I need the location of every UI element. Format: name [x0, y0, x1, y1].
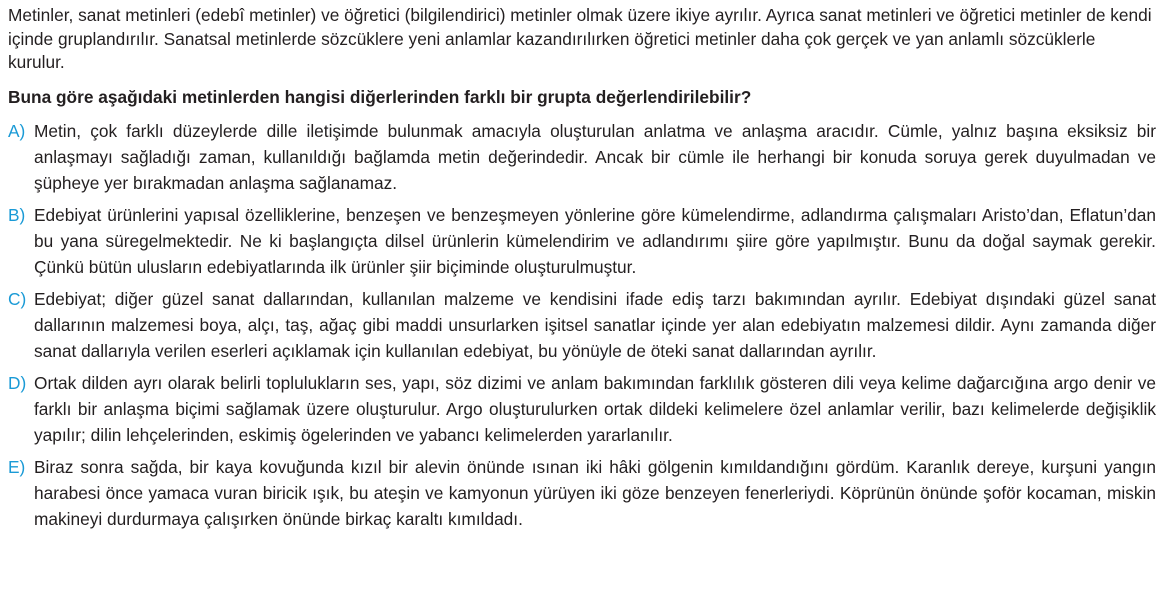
option-a[interactable]	[8, 118, 1156, 196]
option-d[interactable]	[8, 370, 1156, 448]
option-text: Metin, çok farklı düzeylerde dille iletişimde bulunmak amacıyla oluşturulan anlatma ve anlaşma aracıdır. Cümle, yalnız başına eksiksiz bir anlaşmayı sağladığı zaman, kullanıldığı bağlamda metin değerindedir. Ancak bir cümle ile herhangi bir konuda soruya gerek duyulmadan ve şüpheye yer bırakmadan anlaşma sağlanamaz.	[34, 121, 1156, 193]
option-text: Edebiyat; diğer güzel sanat dallarından, kullanılan malzeme ve kendisini ifade ediş tarzı bakımından ayrılır. Edebiyat dışındaki güzel sanat dallarının malzemesi boya, alçı, taş, ağaç gibi maddi unsurlarken işitsel sanatlar içinde yer alan edebiyatın malzemesi dildir. Aynı zamanda diğer sanat dallarıyla verilen eserleri açıklamak için kullanılan edebiyat, bu yönüyle de öteki sanat dallarından ayrılır.	[34, 289, 1156, 361]
option-text: Ortak dilden ayrı olarak belirli toplulukların ses, yapı, söz dizimi ve anlam bakımından farklılık gösteren dili veya kelime dağarcığına argo denir ve farklı bir anlaşma biçimi sağlamak üzere oluşturulur. Argo oluşturulurken ortak dildeki kelimelere özel anlamlar verilir, bazı kelimelerde değişiklik yapılır; dilin lehçelerinden, eskimiş ögelerinden ve yabancı kelimelerden yararlanılır.	[34, 373, 1156, 445]
option-b[interactable]	[8, 202, 1156, 280]
option-letter: D)	[8, 373, 27, 393]
option-e[interactable]	[8, 454, 1156, 532]
option-c[interactable]	[8, 286, 1156, 364]
option-text: Biraz sonra sağda, bir kaya kovuğunda kızıl bir alevin önünde ısınan iki hâki gölgenin kımıldandığını gördüm. Karanlık dereye, kurşuni yangın harabesi önce yamaca vuran biricik ışık, bu ateşin ve kamyonun yürüyen iki göze benzeyen fenerleriydi. Köprünün önünde şoför kocaman, miskin makineyi durdurmaya çalışırken önünde birkaç karaltı kımıldadı.	[34, 457, 1156, 529]
intro-paragraph: Metinler, sanat metinleri (edebî metinler) ve öğretici (bilgilendirici) metinler olmak üzere ikiye ayrılır. Ayrıca sanat metinleri ve öğretici metinler de kendi içinde gruplandırılır. Sanatsal metinlerde sözcüklere yeni anlamlar kazandırılırken öğretici metinler daha çok gerçek ve yan anlamlı sözcüklerle kurulur.	[8, 5, 1152, 72]
option-letter: A)	[8, 121, 26, 141]
option-letter: B)	[8, 205, 26, 225]
option-letter: E)	[8, 457, 26, 477]
option-text: Edebiyat ürünlerini yapısal özelliklerine, benzeşen ve benzeşmeyen yönlerine göre kümelendirme, adlandırma çalışmaları Aristo’dan, Eflatun’dan bu yana süregelmektedir. Ne ki başlangıçta dilsel ürünlerin kümelendirim ve adlandırımı şiire göre yapılmıştır. Bunu da doğal saymak gerekir. Çünkü bütün ulusların edebiyatlarında ilk ürünler şiir biçiminde oluşturulmuştur.	[34, 205, 1156, 277]
option-letter: C)	[8, 289, 27, 309]
answer-options	[8, 118, 1156, 532]
question-stem: Buna göre aşağıdaki metinlerden hangisi diğerlerinden farklı bir grupta değerlendirilebilir?	[8, 86, 752, 107]
